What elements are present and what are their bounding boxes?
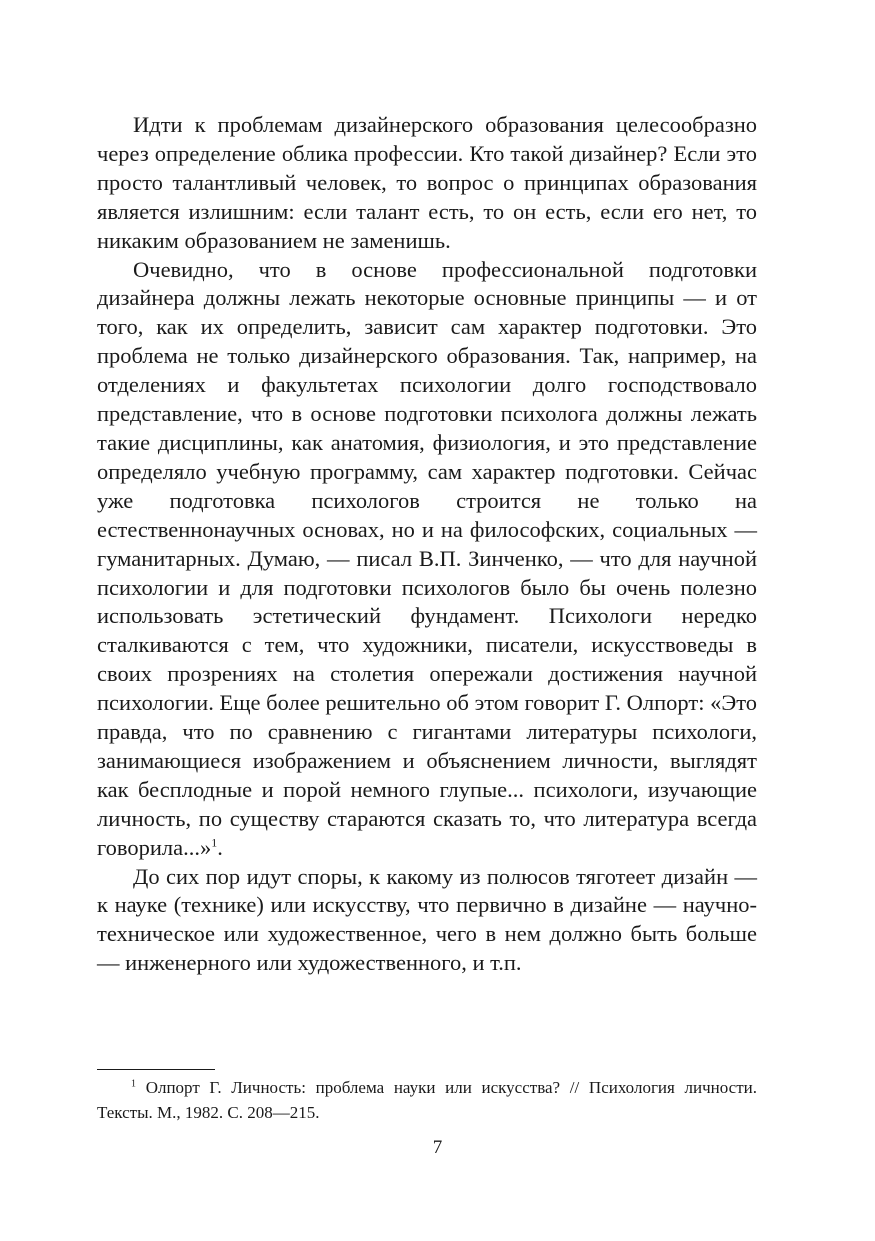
footnote-text: Олпорт Г. Личность: проблема науки или искусства? // Психология личности. Тексты. М., 1982. С. 208—215. xyxy=(97,1078,757,1122)
paragraph-2-text: Очевидно, что в основе профессиональной подготовки дизайнера должны лежать некоторые основные принципы — и от того, как их определить, зависит сам характер подготовки. Это проблема не только дизайнерского образования. Так, например, на отделениях и факультетах психологии долго господствовало представление, что в основе подготовки психолога должны лежать такие дисциплины, как анатомия, физиология, и это представление определяло учебную программу, сам характер подготовки. Сейчас уже подготовка психологов строится не только на естественнонаучных основах, но и на философских, социальных — гуманитарных. Думаю, — писал В.П. Зинченко, — что для научной психологии и для подготовки психологов было бы очень полезно использовать эстетический фундамент. Психологи нередко сталкиваются с тем, что художники, писатели, искусствоведы в своих прозрениях на столетия опережали достижения научной психологии. Еще более решительно об этом говорит Г. Олпорт: «Это правда, что по сравнению с гигантами литературы психологи, занимающиеся изображением и объяснением личности, выглядят как бесплодные и порой немного глупые... психологи, изучающие личность, по существу стараются сказать то, что литература всегда говорила...» xyxy=(97,256,757,860)
footnote-separator xyxy=(97,1069,215,1070)
paragraph-2-end: . xyxy=(217,834,223,860)
paragraph-1-text: Идти к проблемам дизайнерского образования целесообразно через определение облика профессии. Кто такой дизайнер? Если это просто талантливый человек, то вопрос о принципах образования является излишним: если талант есть, то он есть, если его нет, то никаким образованием не заменишь. xyxy=(97,112,757,253)
body-text xyxy=(97,111,757,978)
footnote-number: 1 xyxy=(131,1078,136,1090)
paragraph-3 xyxy=(97,863,757,979)
paragraph-1 xyxy=(97,111,757,256)
paragraph-2 xyxy=(97,256,757,863)
page-number: 7 xyxy=(432,1137,443,1158)
paragraph-3-text: До сих пор идут споры, к какому из полюсов тяготеет дизайн — к науке (технике) или искусству, что первично в дизайне — научно-техническое или художественное, чего в нем должно быть больше — инженерного или художественного, и т.п. xyxy=(97,863,757,976)
footnote-reference: 1 xyxy=(211,835,218,850)
footnote xyxy=(97,1075,757,1125)
